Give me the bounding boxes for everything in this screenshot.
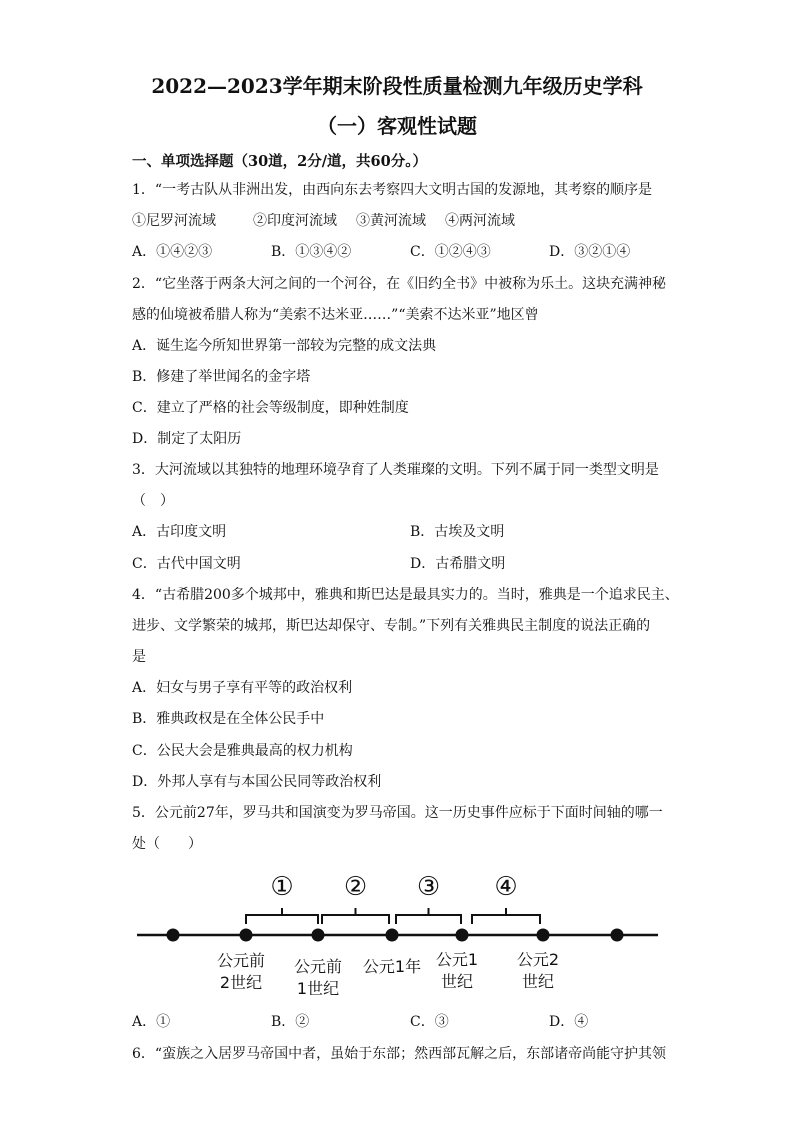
q3-stem-line-2: （ ）	[132, 493, 174, 509]
q6-stem: 6．“蛮族之入居罗马帝国中者，虽始于东部；然西部瓦解之后，东部诸帝尚能守护其领	[132, 1046, 667, 1062]
timeline-point-label: 世纪	[440, 972, 474, 991]
q3-option-b[interactable]: B．古埃及文明	[410, 524, 505, 540]
q1-item-3: ③黄河流域	[356, 213, 426, 229]
q3-stem-line-1: 3．大河流域以其独特的地理环境孕育了人类璀璨的文明。下列不属于同一类型文明是	[132, 462, 659, 478]
q2-stem-line-1: 2．“它坐落于两条大河之间的一个河谷，在《旧约全书》中被称为乐土。这块充满神秘	[132, 276, 667, 292]
timeline-bracket	[246, 908, 318, 924]
timeline-point-label: 1世纪	[296, 979, 340, 998]
exam-subtitle: （一）客观性试题	[317, 114, 477, 138]
q4-stem-line-1: 4．“古希腊200多个城邦中，雅典和斯巴达是最具实力的。当时，雅典是一个追求民主、	[132, 587, 679, 603]
q4-option-b[interactable]: B．雅典政权是在全体公民手中	[132, 711, 325, 727]
q5-option-b[interactable]: B．②	[271, 1014, 310, 1030]
q1-stem: 1．“一考古队从非洲出发，由西向东去考察四大文明古国的发源地，其考察的顺序是	[132, 182, 653, 198]
q2-stem-line-2: 感的仙境被希腊人称为“美索不达米亚……”“美索不达米亚”地区曾	[132, 307, 539, 323]
timeline-segment-label: ①	[270, 872, 294, 902]
timeline-bracket	[322, 908, 389, 924]
q2-option-b[interactable]: B．修建了举世闻名的金字塔	[132, 369, 311, 385]
timeline-point	[167, 929, 180, 942]
timeline-point-label: 公元1	[435, 950, 479, 969]
timeline-point	[240, 929, 253, 942]
q4-stem-line-2: 进步、文学繁荣的城邦，斯巴达却保守、专制。”下列有关雅典民主制度的说法正确的	[132, 618, 651, 634]
q1-option-d[interactable]: D．③②①④	[549, 244, 631, 260]
q1-item-4: ④两河流域	[445, 213, 515, 229]
q2-option-c[interactable]: C．建立了严格的社会等级制度，即种姓制度	[132, 400, 409, 416]
q1-item-2: ②印度河流域	[253, 213, 337, 229]
timeline-point	[537, 929, 550, 942]
timeline-diagram	[0, 860, 794, 1010]
q2-option-d[interactable]: D．制定了太阳历	[132, 431, 242, 447]
timeline-segment-label: ③	[416, 872, 441, 902]
q1-option-a[interactable]: A．①④②③	[132, 244, 213, 260]
q3-option-c[interactable]: C．古代中国文明	[132, 556, 241, 572]
timeline-point-label: 公元1年	[362, 957, 422, 976]
timeline-bracket	[396, 908, 461, 924]
section-heading: 一、单项选择题（30道，2分/道，共60分。）	[132, 153, 427, 170]
q5-option-d[interactable]: D．④	[549, 1014, 589, 1030]
timeline-point-label: 2世纪	[219, 973, 263, 992]
q1-item-1: ①尼罗河流域	[132, 213, 216, 229]
timeline-bracket	[472, 908, 540, 924]
q4-option-a[interactable]: A．妇女与男子享有平等的政治权利	[132, 680, 353, 696]
q3-option-d[interactable]: D．古希腊文明	[410, 556, 506, 572]
timeline-point	[386, 929, 399, 942]
q5-stem-line-1: 5．公元前27年，罗马共和国演变为罗马帝国。这一历史事件应标于下面时间轴的哪一	[132, 805, 663, 821]
q3-option-a[interactable]: A．古印度文明	[132, 524, 227, 540]
q2-option-a[interactable]: A．诞生迄今所知世界第一部较为完整的成文法典	[132, 338, 437, 354]
q4-option-d[interactable]: D．外邦人享有与本国公民同等政治权利	[132, 774, 382, 790]
timeline-point-label: 公元2	[516, 950, 560, 969]
q4-option-c[interactable]: C．公民大会是雅典最高的权力机构	[132, 743, 353, 759]
timeline-point	[611, 929, 624, 942]
timeline-point	[456, 929, 469, 942]
timeline-point-label: 公元前	[293, 957, 343, 976]
timeline-segment-label: ④	[494, 872, 518, 902]
q4-stem-line-3: 是	[132, 649, 146, 665]
timeline-segment-label: ②	[343, 872, 368, 902]
q1-option-b[interactable]: B．①③④②	[271, 244, 352, 260]
timeline-point-label: 公元前	[216, 951, 266, 970]
q5-option-a[interactable]: A．①	[132, 1014, 171, 1030]
timeline-point	[312, 929, 325, 942]
q5-option-c[interactable]: C．③	[410, 1014, 449, 1030]
timeline-point-label: 世纪	[521, 972, 555, 991]
q5-stem-line-2: 处（ ）	[132, 836, 202, 852]
q1-option-c[interactable]: C．①②④③	[410, 244, 491, 260]
exam-title: 2022—2023学年期末阶段性质量检测九年级历史学科	[151, 74, 643, 98]
